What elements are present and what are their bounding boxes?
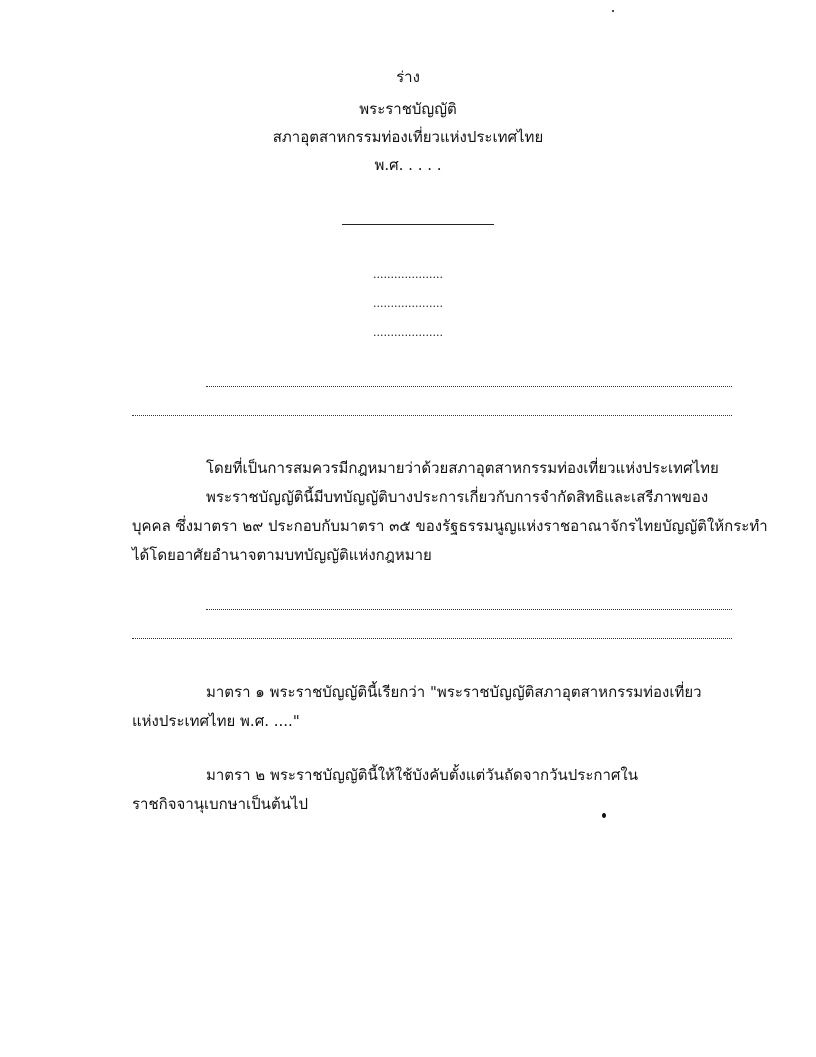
placeholder-dots-3: .................... xyxy=(373,326,443,339)
dotted-line xyxy=(206,609,732,610)
title-divider xyxy=(342,224,494,225)
act-label: พระราชบัญญัติ xyxy=(359,100,457,118)
act-title: สภาอุตสาหกรรมท่องเที่ยวแห่งประเทศไทย xyxy=(272,128,544,146)
section-2-line: ราชกิจจานุเบกษาเป็นต้นไป xyxy=(132,795,309,813)
preamble-line: พระราชบัญญัตินี้มีบทบัญญัติบางประการเกี่ยวกับการจำกัดสิทธิและเสรีภาพของ xyxy=(206,488,709,506)
scan-speck xyxy=(602,813,606,818)
placeholder-dots-1: .................... xyxy=(373,268,443,281)
scan-speck xyxy=(612,10,614,12)
placeholder-dots-2: .................... xyxy=(373,297,443,310)
preamble-line: บุคคล ซึ่งมาตรา ๒๙ ประกอบกับมาตรา ๓๕ ของรัฐธรรมนูญแห่งราชอาณาจักรไทยบัญญัติให้กระทำ xyxy=(132,517,768,535)
section-1-line: มาตรา ๑ พระราชบัญญัตินี้เรียกว่า "พระราชบัญญัติสภาอุตสาหกรรมท่องเที่ยว xyxy=(206,683,702,701)
dotted-line xyxy=(132,415,732,416)
section-1-line: แห่งประเทศไทย พ.ศ. ...." xyxy=(132,712,300,730)
dotted-line xyxy=(132,638,732,639)
year-line: พ.ศ. . . . . xyxy=(374,156,442,174)
preamble-line: ได้โดยอาศัยอำนาจตามบทบัญญัติแห่งกฎหมาย xyxy=(132,546,432,564)
draft-label: ร่าง xyxy=(396,68,420,86)
dotted-line xyxy=(206,386,732,387)
preamble-line: โดยที่เป็นการสมควรมีกฎหมายว่าด้วยสภาอุตสาหกรรมท่องเที่ยวแห่งประเทศไทย xyxy=(206,459,719,477)
section-2-line: มาตรา ๒ พระราชบัญญัตินี้ให้ใช้บังคับตั้งแต่วันถัดจากวันประกาศใน xyxy=(206,766,638,784)
